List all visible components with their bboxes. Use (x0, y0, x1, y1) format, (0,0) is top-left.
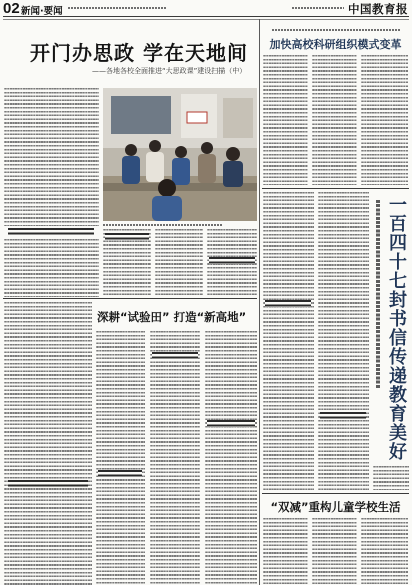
lead-section-heading (209, 257, 255, 264)
second-body-column (150, 331, 200, 585)
column-divider (259, 19, 260, 585)
right-top-kicker (272, 29, 400, 31)
second-body-column (96, 331, 145, 585)
right-bottom-body-column (361, 518, 408, 585)
lead-body-column (4, 88, 99, 226)
section-name: 新闻·要闻 (21, 6, 63, 17)
lead-subheadline: ——各地各校全面推进“大思政课”建设扫描（中） (92, 67, 247, 75)
right-top-body-column (361, 55, 408, 185)
article-divider (3, 298, 257, 299)
lead-photo (103, 88, 257, 221)
right-top-headline: 加快高校科研组织模式变革 (269, 38, 402, 51)
article-divider (262, 493, 409, 494)
second-section-heading (207, 420, 255, 427)
right-middle-section-heading (265, 300, 311, 307)
right-top-body-column (263, 55, 308, 185)
second-body-column (205, 331, 257, 585)
right-bottom-body-column (263, 518, 308, 585)
lead-body-column (4, 239, 99, 297)
second-body-column (4, 302, 92, 585)
right-top-body-column (312, 55, 357, 185)
issue-date (292, 7, 344, 9)
lead-body-column (155, 229, 203, 297)
right-middle-section-heading (320, 412, 366, 419)
article-divider (262, 188, 409, 189)
right-middle-subheadline (376, 200, 380, 388)
lead-headline: 开门办思政 学在天地间 (30, 41, 248, 63)
newspaper-masthead: 中国教育报 (348, 2, 408, 16)
right-bottom-headline: “双减”重构儿童学校生活 (270, 500, 401, 514)
second-section-heading (152, 352, 198, 359)
second-section-heading (98, 470, 142, 477)
right-middle-body-column (318, 192, 369, 490)
header-rule (3, 16, 409, 17)
lead-photo-caption (103, 224, 223, 226)
lead-section-heading (8, 228, 94, 235)
right-middle-body-column (373, 466, 409, 490)
section-number: 02 (3, 0, 20, 17)
right-middle-body-column (263, 192, 314, 490)
right-middle-headline: 一百四十七封书信传递教育美好 (386, 195, 407, 461)
photo-window (223, 98, 253, 138)
editor-credits (68, 7, 166, 9)
header-rule-thin (3, 19, 409, 20)
right-bottom-body-column (312, 518, 357, 585)
photo-tag-box (187, 112, 207, 123)
photo-screen (111, 96, 171, 134)
lead-section-heading (105, 233, 149, 240)
second-section-heading (8, 480, 88, 487)
second-headline: 深耕“试验田” 打造“新高地” (97, 310, 247, 324)
